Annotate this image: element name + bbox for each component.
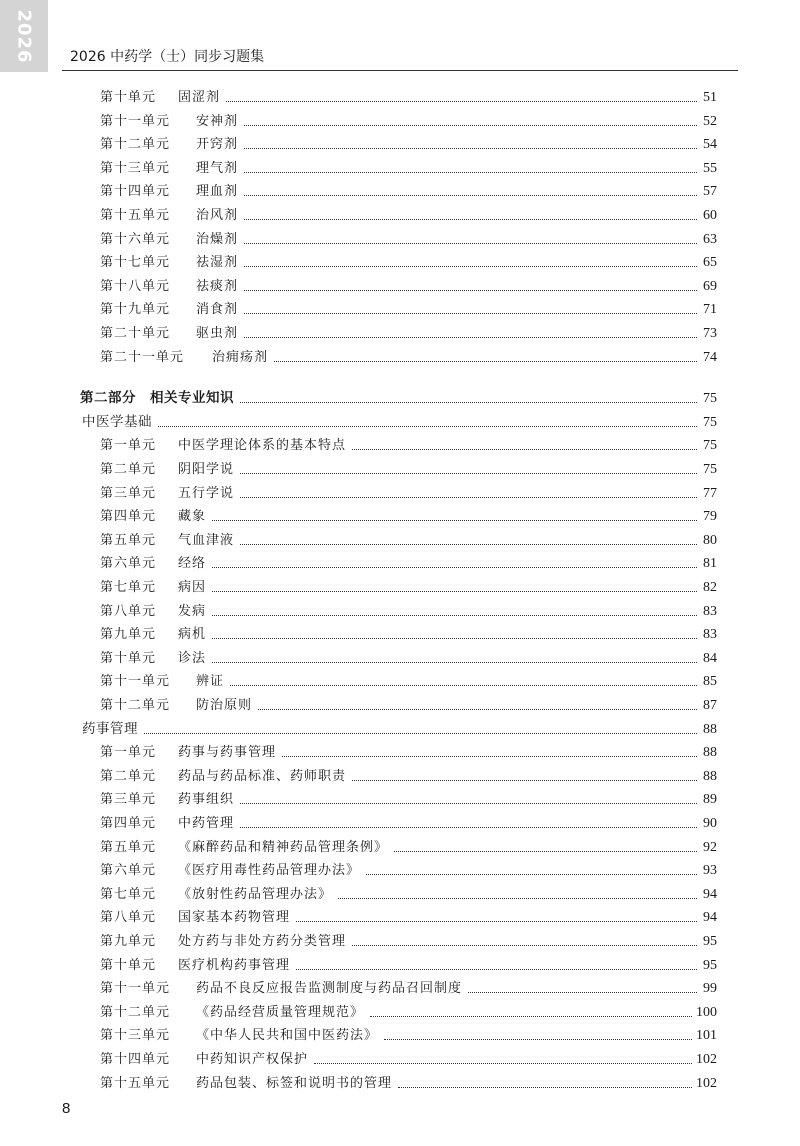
unit-entry[interactable] xyxy=(100,342,717,366)
unit-title: 理血剂 xyxy=(196,184,239,200)
page-ref: 88 xyxy=(703,721,717,737)
unit-number: 第十单元 xyxy=(100,650,157,666)
subject-entry-label: 中医学基础 xyxy=(82,413,152,430)
dot-leader xyxy=(230,685,697,686)
unit-entry-label xyxy=(100,89,220,106)
unit-number: 第十七单元 xyxy=(100,255,171,271)
unit-title: 医疗机构药事管理 xyxy=(178,957,291,973)
unit-entry[interactable] xyxy=(100,950,717,974)
unit-entry-label xyxy=(100,1004,364,1021)
unit-entry-label xyxy=(100,980,462,997)
unit-entry-label xyxy=(100,697,252,714)
unit-title: 治燥剂 xyxy=(196,231,239,247)
unit-entry-label xyxy=(100,791,234,808)
part-entry[interactable] xyxy=(80,383,717,407)
dot-leader xyxy=(244,219,697,220)
unit-entry-label xyxy=(100,485,234,502)
unit-entry-label xyxy=(100,1075,392,1092)
unit-entry[interactable] xyxy=(100,224,717,248)
dot-leader xyxy=(158,426,697,427)
unit-title: 理气剂 xyxy=(196,160,239,176)
unit-title: 驱虫剂 xyxy=(196,326,239,341)
unit-number: 第十二单元 xyxy=(100,137,171,153)
unit-entry[interactable] xyxy=(100,855,717,879)
unit-number: 第八单元 xyxy=(100,910,157,926)
unit-entry-label xyxy=(100,301,238,318)
unit-number: 第十单元 xyxy=(100,957,157,973)
year-side-tab-text: 2026 xyxy=(13,8,35,64)
unit-number: 第四单元 xyxy=(100,509,157,525)
dot-leader xyxy=(244,337,697,338)
unit-number: 第十三单元 xyxy=(100,1028,171,1044)
unit-number: 第十八单元 xyxy=(100,278,171,294)
unit-title: 祛湿剂 xyxy=(196,255,239,271)
dot-leader xyxy=(244,243,697,244)
unit-number: 第十三单元 xyxy=(100,160,171,176)
dot-leader xyxy=(314,1063,692,1064)
page-ref: 54 xyxy=(703,137,717,153)
unit-number: 第十九单元 xyxy=(100,302,171,318)
unit-entry[interactable] xyxy=(100,832,717,856)
page-ref: 101 xyxy=(696,1028,717,1044)
page-ref: 60 xyxy=(703,208,717,223)
dot-leader xyxy=(244,125,697,126)
page-ref: 75 xyxy=(703,438,717,454)
page-ref: 75 xyxy=(703,414,717,430)
part-entry-label: 第二部分 相关专业知识 xyxy=(80,390,234,407)
dot-leader xyxy=(226,101,697,102)
page-ref: 102 xyxy=(696,1052,717,1067)
unit-title: 开窍剂 xyxy=(196,137,239,153)
unit-title: 药事组织 xyxy=(178,792,235,808)
unit-title: 病因 xyxy=(178,580,207,595)
unit-title: 病机 xyxy=(178,627,207,643)
subject-entry-label: 药事管理 xyxy=(82,720,138,737)
unit-entry-label xyxy=(100,508,206,525)
unit-entry-label xyxy=(100,1027,378,1044)
page-ref: 71 xyxy=(703,302,717,318)
page-number: 8 xyxy=(62,1100,71,1117)
unit-entry-label xyxy=(100,183,238,200)
unit-title: 经络 xyxy=(178,556,207,572)
dot-leader xyxy=(212,591,697,592)
unit-title: 药品不良反应报告监测制度与药品召回制度 xyxy=(196,981,463,997)
unit-number: 第十一单元 xyxy=(100,981,171,997)
dot-leader xyxy=(240,827,697,828)
page-ref: 87 xyxy=(703,698,717,713)
dot-leader xyxy=(244,148,697,149)
page-ref: 84 xyxy=(703,650,717,666)
unit-title: 药品与药品标准、药师职责 xyxy=(178,768,347,784)
unit-entry[interactable] xyxy=(100,572,717,596)
unit-entry-label xyxy=(100,957,290,974)
dot-leader xyxy=(468,992,697,993)
unit-entry[interactable] xyxy=(100,973,717,997)
unit-number: 第二单元 xyxy=(100,462,157,477)
unit-entry[interactable] xyxy=(100,596,717,620)
unit-title: 中医学理论体系的基本特点 xyxy=(178,438,347,454)
subject-entry[interactable] xyxy=(82,407,717,431)
dot-leader xyxy=(244,290,697,291)
unit-entry[interactable] xyxy=(100,879,717,903)
unit-entry-label xyxy=(100,254,238,271)
dot-leader xyxy=(370,1016,692,1017)
page-ref: 94 xyxy=(703,910,717,926)
page-ref: 100 xyxy=(696,1004,717,1020)
unit-entry-label xyxy=(100,532,234,549)
unit-number: 第四单元 xyxy=(100,816,157,831)
unit-number: 第二十单元 xyxy=(100,326,171,341)
page-ref: 102 xyxy=(696,1075,717,1091)
unit-title: 固涩剂 xyxy=(178,90,221,105)
unit-entry-label xyxy=(100,349,268,366)
unit-number: 第三单元 xyxy=(100,792,157,808)
page-ref: 94 xyxy=(703,886,717,902)
unit-entry-label xyxy=(100,325,238,342)
unit-entry[interactable] xyxy=(100,200,717,224)
unit-entry-label xyxy=(100,278,238,295)
unit-number: 第九单元 xyxy=(100,934,157,949)
page-ref: 90 xyxy=(703,816,717,831)
unit-entry-label xyxy=(100,461,234,478)
dot-leader xyxy=(296,969,697,970)
dot-leader xyxy=(352,780,697,781)
unit-entry[interactable] xyxy=(100,690,717,714)
unit-number: 第二十一单元 xyxy=(100,349,185,365)
page-ref: 51 xyxy=(703,90,717,105)
page-ref: 93 xyxy=(703,863,717,879)
page-ref: 63 xyxy=(703,231,717,247)
unit-title: 五行学说 xyxy=(178,485,235,501)
dot-leader xyxy=(394,851,697,852)
unit-title: 藏象 xyxy=(178,509,207,525)
dot-leader xyxy=(240,402,697,403)
page-ref: 89 xyxy=(703,792,717,808)
dot-leader xyxy=(240,473,697,474)
unit-title: 《医疗用毒性药品管理办法》 xyxy=(178,863,361,879)
dot-leader xyxy=(244,195,697,196)
page-ref: 79 xyxy=(703,509,717,525)
unit-title: 处方药与非处方药分类管理 xyxy=(178,934,347,949)
unit-number: 第二单元 xyxy=(100,768,157,784)
page-ref: 57 xyxy=(703,184,717,200)
unit-entry-label xyxy=(100,839,388,856)
dot-leader xyxy=(258,709,697,710)
unit-entry[interactable] xyxy=(100,548,717,572)
unit-title: 药品包装、标签和说明书的管理 xyxy=(196,1075,393,1091)
dot-leader xyxy=(212,615,697,616)
unit-number: 第十一单元 xyxy=(100,674,171,690)
page-ref: 65 xyxy=(703,255,717,271)
unit-title: 祛痰剂 xyxy=(196,278,239,294)
unit-number: 第七单元 xyxy=(100,580,157,595)
unit-title: 药事与药事管理 xyxy=(178,745,277,761)
dot-leader xyxy=(282,756,697,757)
unit-entry[interactable] xyxy=(100,478,717,502)
unit-entry-label xyxy=(100,603,206,620)
unit-entry-label xyxy=(100,555,206,572)
unit-title: 《麻醉药品和精神药品管理条例》 xyxy=(178,839,389,855)
page-ref: 75 xyxy=(703,462,717,477)
unit-title: 治风剂 xyxy=(196,208,239,223)
unit-title: 中药管理 xyxy=(178,816,235,831)
dot-leader xyxy=(240,497,697,498)
page-ref: 81 xyxy=(703,556,717,572)
page-ref: 52 xyxy=(703,113,717,129)
page-ref: 83 xyxy=(703,627,717,643)
unit-title: 防治原则 xyxy=(196,698,253,713)
unit-title: 治痈疡剂 xyxy=(212,349,269,365)
unit-entry-label xyxy=(100,1051,308,1068)
dot-leader xyxy=(244,266,697,267)
unit-entry[interactable] xyxy=(100,294,717,318)
dot-leader xyxy=(384,1039,692,1040)
unit-title: 消食剂 xyxy=(196,302,239,318)
unit-entry-label xyxy=(100,136,238,153)
unit-title: 发病 xyxy=(178,603,207,619)
unit-number: 第六单元 xyxy=(100,863,157,879)
unit-number: 第十五单元 xyxy=(100,208,171,223)
unit-number: 第八单元 xyxy=(100,603,157,619)
page-ref: 83 xyxy=(703,603,717,619)
unit-entry[interactable] xyxy=(100,106,717,130)
unit-title: 中药知识产权保护 xyxy=(196,1052,309,1067)
unit-entry-label xyxy=(100,886,332,903)
unit-entry[interactable] xyxy=(100,666,717,690)
unit-number: 第十六单元 xyxy=(100,231,171,247)
unit-number: 第七单元 xyxy=(100,886,157,902)
unit-entry-label xyxy=(100,231,238,248)
unit-entry[interactable] xyxy=(100,808,717,832)
unit-number: 第一单元 xyxy=(100,745,157,761)
unit-entry[interactable] xyxy=(100,997,717,1021)
unit-entry-label xyxy=(100,160,238,177)
page-ref: 88 xyxy=(703,745,717,761)
unit-number: 第十一单元 xyxy=(100,113,171,129)
unit-entry[interactable] xyxy=(100,737,717,761)
unit-number: 第十四单元 xyxy=(100,184,171,200)
dot-leader xyxy=(366,874,697,875)
page-ref: 75 xyxy=(703,391,717,407)
unit-number: 第一单元 xyxy=(100,438,157,454)
unit-entry[interactable] xyxy=(100,153,717,177)
unit-number: 第十单元 xyxy=(100,90,157,105)
unit-entry-label xyxy=(100,207,238,224)
dot-leader xyxy=(338,898,697,899)
unit-entry[interactable] xyxy=(100,1020,717,1044)
unit-entry[interactable] xyxy=(100,501,717,525)
page-ref: 74 xyxy=(703,349,717,365)
dot-leader xyxy=(144,733,697,734)
page-ref: 73 xyxy=(703,326,717,341)
page-ref: 95 xyxy=(703,957,717,973)
dot-leader xyxy=(398,1087,692,1088)
unit-entry-label xyxy=(100,933,346,950)
unit-number: 第十五单元 xyxy=(100,1075,171,1091)
dot-leader xyxy=(212,662,697,663)
unit-entry-label xyxy=(100,113,238,130)
page-ref: 55 xyxy=(703,160,717,176)
page-ref: 69 xyxy=(703,278,717,294)
page-ref: 85 xyxy=(703,674,717,690)
unit-number: 第五单元 xyxy=(100,839,157,855)
unit-number: 第十二单元 xyxy=(100,1004,171,1020)
unit-entry[interactable] xyxy=(100,619,717,643)
unit-number: 第十二单元 xyxy=(100,698,171,713)
unit-entry[interactable] xyxy=(100,454,717,478)
unit-entry[interactable] xyxy=(100,525,717,549)
dot-leader xyxy=(240,544,697,545)
header-rule xyxy=(62,70,738,71)
unit-title: 阴阳学说 xyxy=(178,462,235,477)
subject-entry[interactable] xyxy=(82,714,717,738)
dot-leader xyxy=(212,520,697,521)
unit-entry[interactable] xyxy=(100,784,717,808)
unit-entry[interactable] xyxy=(100,129,717,153)
unit-entry-label xyxy=(100,437,346,454)
running-header-title: 2026 中药学（士）同步习题集 xyxy=(70,49,265,65)
unit-entry[interactable] xyxy=(100,761,717,785)
dot-leader xyxy=(212,638,697,639)
unit-entry[interactable] xyxy=(100,643,717,667)
dot-leader xyxy=(244,313,697,314)
unit-entry[interactable] xyxy=(100,318,717,342)
page-ref: 92 xyxy=(703,839,717,855)
unit-entry-label xyxy=(100,650,206,667)
unit-entry-label xyxy=(100,626,206,643)
page-ref: 82 xyxy=(703,580,717,595)
unit-entry[interactable] xyxy=(100,430,717,454)
dot-leader xyxy=(244,172,697,173)
unit-entry-label xyxy=(100,744,276,761)
unit-entry-label xyxy=(100,862,360,879)
page-ref: 95 xyxy=(703,934,717,949)
unit-entry[interactable] xyxy=(100,902,717,926)
unit-title: 《放射性药品管理办法》 xyxy=(178,886,333,902)
unit-title: 辨证 xyxy=(196,674,225,690)
unit-number: 第六单元 xyxy=(100,556,157,572)
unit-entry-label xyxy=(100,768,346,785)
unit-title: 安神剂 xyxy=(196,113,239,129)
dot-leader xyxy=(274,361,697,362)
dot-leader xyxy=(352,449,697,450)
unit-number: 第五单元 xyxy=(100,532,157,548)
unit-entry[interactable] xyxy=(100,82,717,106)
unit-entry[interactable] xyxy=(100,176,717,200)
unit-title: 诊法 xyxy=(178,650,207,666)
dot-leader xyxy=(352,945,697,946)
dot-leader xyxy=(212,567,697,568)
page-ref: 88 xyxy=(703,768,717,784)
unit-entry[interactable] xyxy=(100,271,717,295)
unit-entry[interactable] xyxy=(100,247,717,271)
unit-title: 《中华人民共和国中医药法》 xyxy=(196,1028,379,1044)
unit-entry[interactable] xyxy=(100,1068,717,1092)
dot-leader xyxy=(240,803,697,804)
unit-entry-label xyxy=(100,815,234,832)
unit-number: 第十四单元 xyxy=(100,1052,171,1067)
unit-number: 第九单元 xyxy=(100,627,157,643)
unit-entry-label xyxy=(100,909,290,926)
unit-entry-label xyxy=(100,673,224,690)
year-side-tab xyxy=(0,0,48,72)
unit-entry[interactable] xyxy=(100,1044,717,1068)
dot-leader xyxy=(296,921,697,922)
page-ref: 80 xyxy=(703,532,717,548)
unit-entry[interactable] xyxy=(100,926,717,950)
page-ref: 99 xyxy=(703,981,717,997)
unit-title: 国家基本药物管理 xyxy=(178,910,291,926)
unit-title: 《药品经营质量管理规范》 xyxy=(196,1004,365,1020)
unit-number: 第三单元 xyxy=(100,485,157,501)
unit-title: 气血津液 xyxy=(178,532,235,548)
unit-entry-label xyxy=(100,579,206,596)
page-ref: 77 xyxy=(703,485,717,501)
